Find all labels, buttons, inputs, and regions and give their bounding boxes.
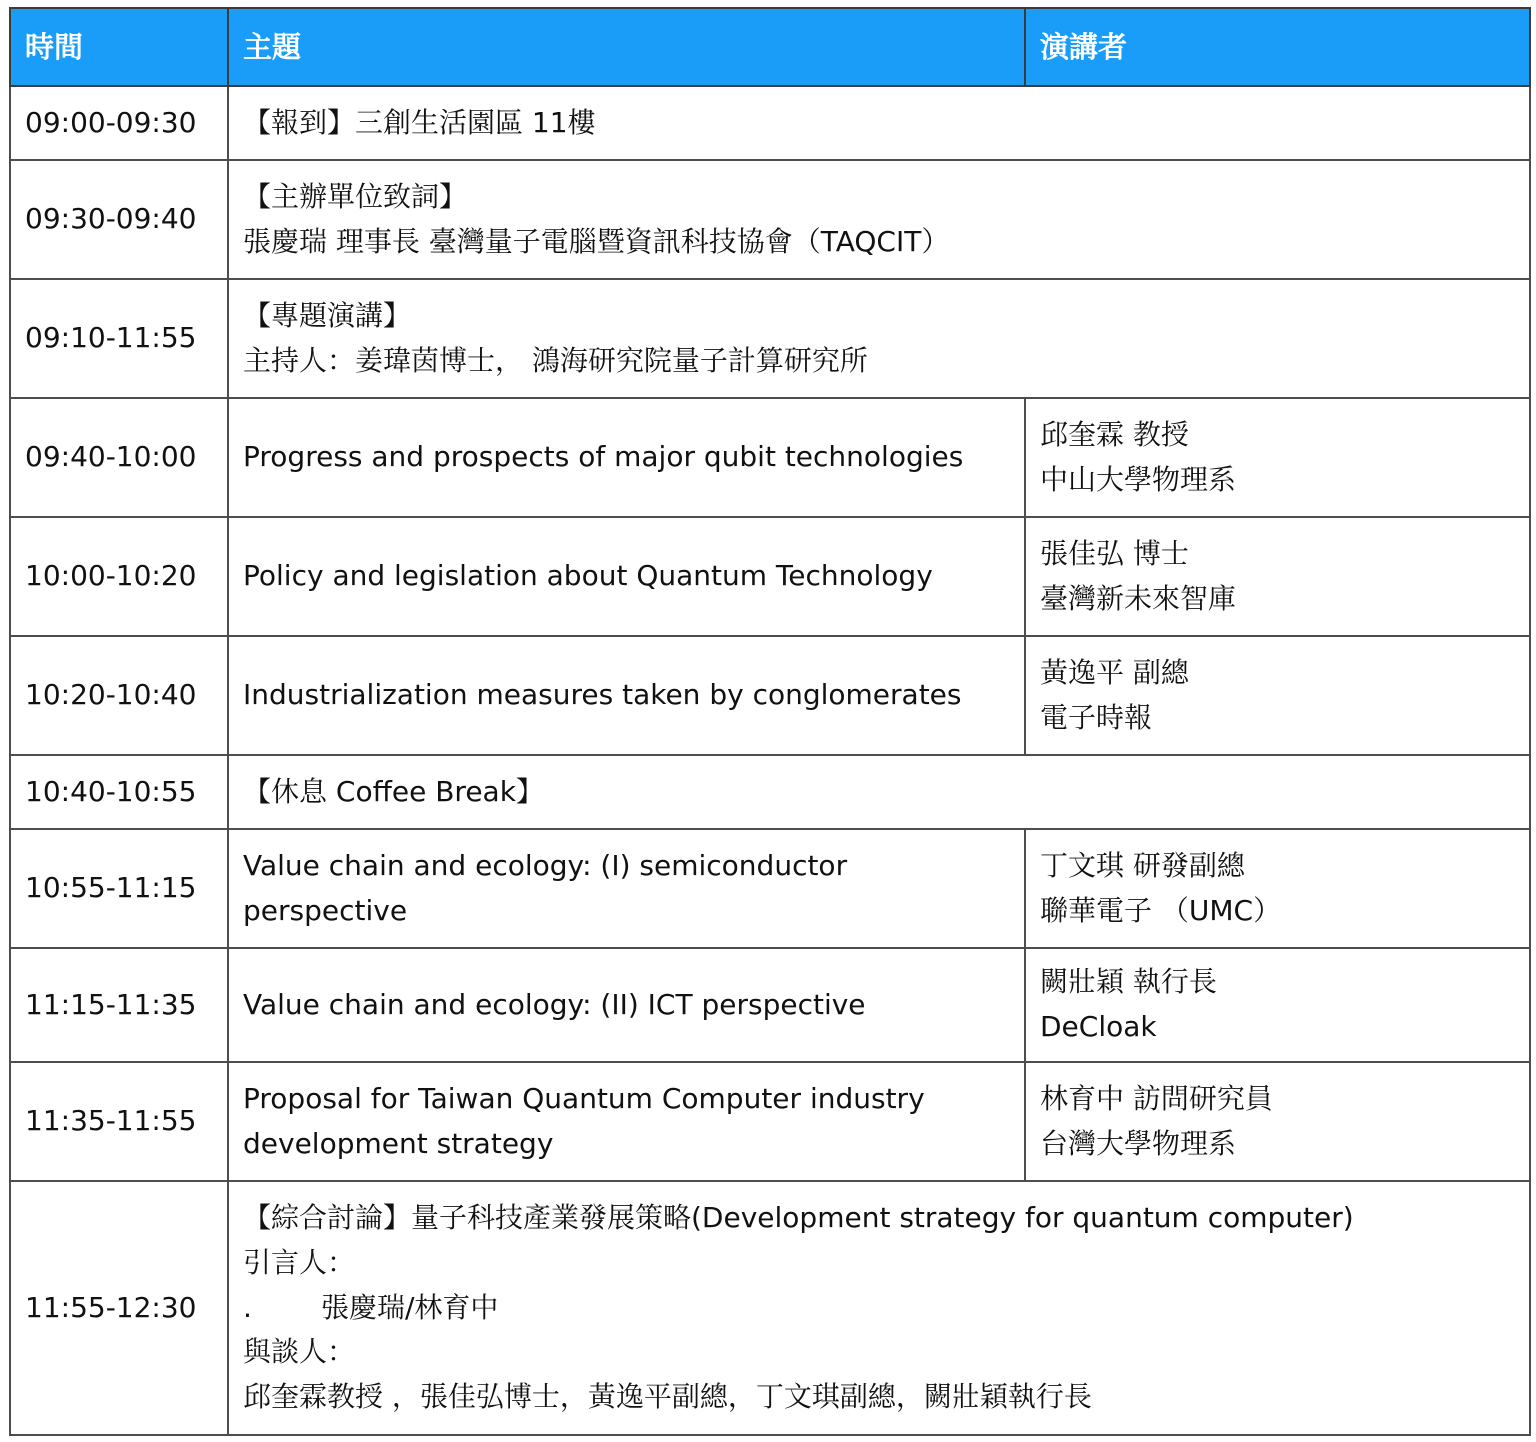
moderator-label: 引言人： <box>243 1245 356 1279</box>
topic-line: Policy and legislation about Quantum Technology <box>243 559 933 593</box>
table-row <box>10 1181 1530 1435</box>
speaker-name: 邱奎霖 教授 <box>1040 417 1189 451</box>
topic-cell <box>228 1062 1025 1181</box>
topic-cell <box>228 398 1025 517</box>
speaker-cell <box>1025 517 1530 636</box>
agenda-table <box>9 7 1531 1436</box>
speaker-cell <box>1025 1062 1530 1181</box>
topic-line: 【專題演講】 <box>243 298 412 332</box>
table-row <box>10 160 1530 279</box>
panelist-names: 邱奎霖教授 ，張佳弘博士，黃逸平副總，丁文琪副總，闕壯穎執行長 <box>243 1380 1092 1414</box>
time-cell: 11:35-11:55 <box>10 1062 228 1181</box>
topic-cell <box>228 948 1025 1062</box>
speaker-affiliation: 聯華電子 （UMC） <box>1040 893 1282 927</box>
moderator-line <box>243 1286 1515 1331</box>
table-row <box>10 636 1530 755</box>
speaker-affiliation: 電子時報 <box>1040 700 1153 734</box>
time-cell: 09:10-11:55 <box>10 279 228 398</box>
time-cell: 10:40-10:55 <box>10 755 228 829</box>
panel-label: 與談人： <box>243 1335 356 1369</box>
speaker-name: 張佳弘 博士 <box>1040 536 1189 570</box>
bullet-dot: . <box>243 1290 252 1324</box>
table-row <box>10 1062 1530 1181</box>
topic-line: 【休息 Coffee Break】 <box>243 774 544 808</box>
header-speaker: 演講者 <box>1025 8 1530 86</box>
time-cell: 10:20-10:40 <box>10 636 228 755</box>
topic-cell <box>228 86 1530 160</box>
discussion-title: 【綜合討論】量子科技產業發展策略(Development strategy for quantum computer) <box>243 1201 1354 1234</box>
table-row <box>10 755 1530 829</box>
header-row <box>10 8 1530 86</box>
table-row <box>10 86 1530 160</box>
moderator-names: 張慶瑞/林育中 <box>321 1290 499 1324</box>
time-cell: 11:15-11:35 <box>10 948 228 1062</box>
topic-cell <box>228 636 1025 755</box>
speaker-name: 闕壯穎 執行長 <box>1040 965 1217 999</box>
speaker-name: 林育中 訪問研究員 <box>1040 1081 1273 1115</box>
speaker-affiliation: DeCloak <box>1040 1010 1157 1043</box>
speaker-cell <box>1025 398 1530 517</box>
speaker-cell <box>1025 829 1530 948</box>
header-topic: 主題 <box>228 8 1025 86</box>
time-cell: 09:40-10:00 <box>10 398 228 517</box>
time-cell: 10:00-10:20 <box>10 517 228 636</box>
time-cell: 10:55-11:15 <box>10 829 228 948</box>
table-row <box>10 948 1530 1062</box>
topic-cell <box>228 517 1025 636</box>
table-row <box>10 829 1530 948</box>
topic-line: Value chain and ecology: (II) ICT perspective <box>243 987 866 1021</box>
topic-line: 主持人：姜瑋茵博士， 鴻海研究院量子計算研究所 <box>243 343 868 377</box>
topic-cell <box>228 1181 1530 1435</box>
topic-line: Proposal for Taiwan Quantum Computer industry development strategy <box>243 1081 925 1160</box>
time-cell: 11:55-12:30 <box>10 1181 228 1435</box>
table-row <box>10 517 1530 636</box>
speaker-affiliation: 台灣大學物理系 <box>1040 1126 1237 1160</box>
topic-line: 張慶瑞 理事長 臺灣量子電腦暨資訊科技協會（TAQCIT） <box>243 224 950 258</box>
speaker-affiliation: 臺灣新未來智庫 <box>1040 581 1237 615</box>
speaker-affiliation: 中山大學物理系 <box>1040 462 1237 496</box>
time-cell: 09:30-09:40 <box>10 160 228 279</box>
speaker-cell <box>1025 636 1530 755</box>
speaker-name: 黃逸平 副總 <box>1040 655 1189 689</box>
topic-cell <box>228 160 1530 279</box>
topic-line: Industrialization measures taken by conglomerates <box>243 678 962 712</box>
time-cell: 09:00-09:30 <box>10 86 228 160</box>
table-row <box>10 279 1530 398</box>
speaker-cell <box>1025 948 1530 1062</box>
speaker-name: 丁文琪 研發副總 <box>1040 848 1245 882</box>
topic-line: 【主辦單位致詞】 <box>243 179 468 213</box>
topic-cell <box>228 829 1025 948</box>
topic-line: Value chain and ecology: (I) semiconductor perspective <box>243 848 848 927</box>
header-time: 時間 <box>10 8 228 86</box>
topic-line: Progress and prospects of major qubit technologies <box>243 440 964 474</box>
topic-cell <box>228 755 1530 829</box>
topic-cell <box>228 279 1530 398</box>
topic-line: 【報到】三創生活園區 11樓 <box>243 105 596 139</box>
table-row <box>10 398 1530 517</box>
